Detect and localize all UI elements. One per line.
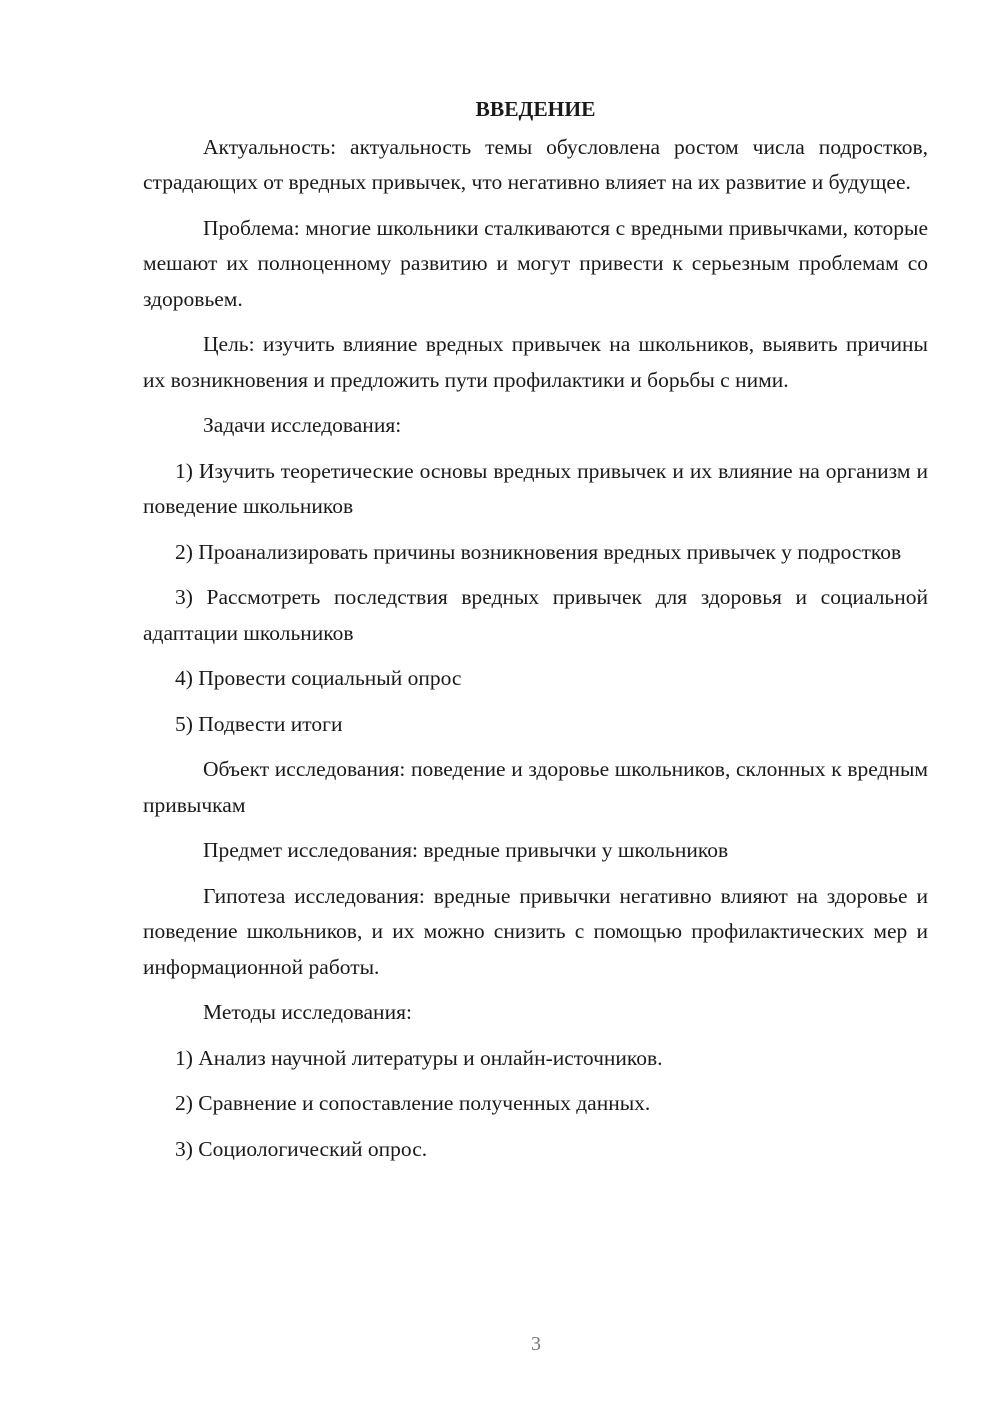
page-content	[143, 92, 928, 1177]
subject-paragraph: Предмет исследования: вредные привычки у школьников	[203, 838, 729, 862]
section-title: ВВЕДЕНИЕ	[475, 97, 596, 121]
task-item-2: 2) Проанализировать причины возникновения вредных привычек у подростков	[175, 539, 902, 564]
methods-heading: Методы исследования:	[203, 1000, 412, 1024]
task-item-3: 3) Рассмотреть последствия вредных привычек для здоровья и социальной адаптации школьников	[143, 585, 928, 645]
method-item-1: 1) Анализ научной литературы и онлайн-источников.	[175, 1045, 663, 1070]
method-item-2: 2) Сравнение и сопоставление полученных данных.	[175, 1091, 651, 1115]
goal-paragraph: Цель: изучить влияние вредных привычек на школьников, выявить причины их возникновения и предложить пути профилактики и борьбы с ними.	[143, 332, 928, 392]
object-paragraph: Объект исследования: поведение и здоровье школьников, склонных к вредным привычкам	[143, 757, 928, 817]
problem-paragraph: Проблема: многие школьники сталкиваются с вредными привычками, которые мешают их полноценному развитию и могут привести к серьезным проблемам со здоровьем.	[143, 215, 928, 311]
relevance-paragraph: Актуальность: актуальность темы обусловлена ростом числа подростков, страдающих от вредных привычек, что негативно влияет на их развитие и будущее.	[143, 134, 928, 194]
task-item-1: 1) Изучить теоретические основы вредных привычек и их влияние на организм и поведение школьников	[143, 458, 928, 518]
tasks-heading: Задачи исследования:	[203, 413, 402, 437]
hypothesis-paragraph: Гипотеза исследования: вредные привычки негативно влияют на здоровье и поведение школьников, и их можно снизить с помощью профилактических мер и информационной работы.	[143, 883, 928, 979]
method-item-3: 3) Социологический опрос.	[175, 1136, 428, 1161]
task-item-5: 5) Подвести итоги	[175, 711, 343, 736]
page-number: 3	[531, 1333, 541, 1355]
task-item-4: 4) Провести социальный опрос	[175, 666, 462, 690]
